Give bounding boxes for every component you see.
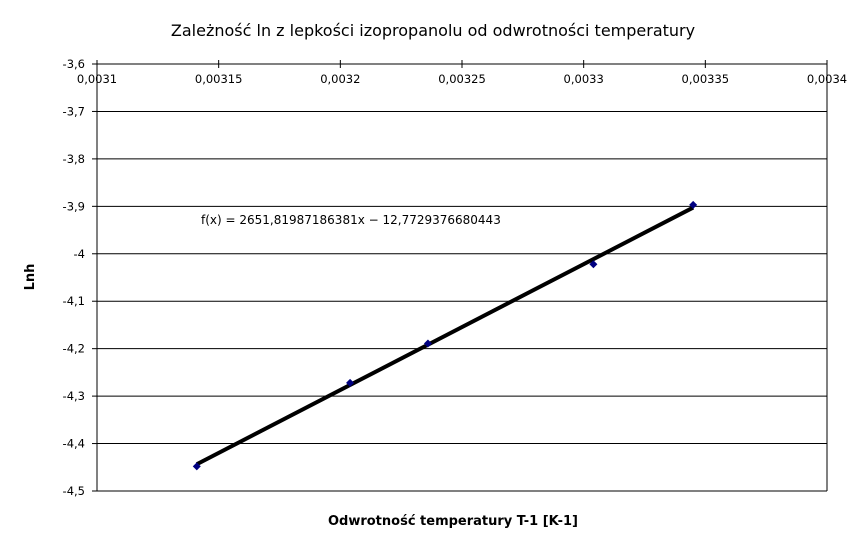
- y-tick-label: -3,8: [62, 151, 85, 166]
- x-tick-label: 0,00335: [681, 72, 730, 86]
- tick-labels: [63, 57, 848, 498]
- y-tick-label: -3,6: [62, 57, 85, 71]
- trendline-group: [197, 208, 693, 465]
- y-axis-label: Lnh: [23, 263, 38, 291]
- y-tick-label: -3,9: [62, 199, 85, 214]
- gridlines: [97, 64, 827, 491]
- x-tick-label: 0,0031: [76, 72, 118, 86]
- trendline-equation: f(x) = 2651,81987186381x − 12,7729376680443: [201, 213, 501, 227]
- x-tick-label: 0,0032: [320, 72, 361, 86]
- y-tick-label: -3,7: [62, 104, 85, 119]
- chart-title: Zależność ln z lepkości izopropanolu od odwrotności temperatury: [170, 21, 696, 40]
- y-tick-label: -4: [73, 246, 85, 261]
- x-tick-label: 0,00325: [438, 72, 486, 86]
- x-tick-label: 0,0034: [806, 72, 848, 86]
- y-tick-label: -4,2: [62, 341, 85, 356]
- axes: [92, 60, 827, 491]
- y-tick-label: -4,5: [62, 484, 85, 498]
- y-tick-label: -4,3: [62, 389, 85, 404]
- x-tick-label: 0,0033: [563, 72, 604, 86]
- x-axis-label: Odwrotność temperatury T-1 [K-1]: [327, 514, 579, 529]
- x-tick-label: 0,00315: [194, 72, 243, 86]
- trendline: [197, 208, 693, 465]
- y-tick-label: -4,1: [62, 294, 85, 309]
- y-tick-label: -4,4: [62, 436, 85, 451]
